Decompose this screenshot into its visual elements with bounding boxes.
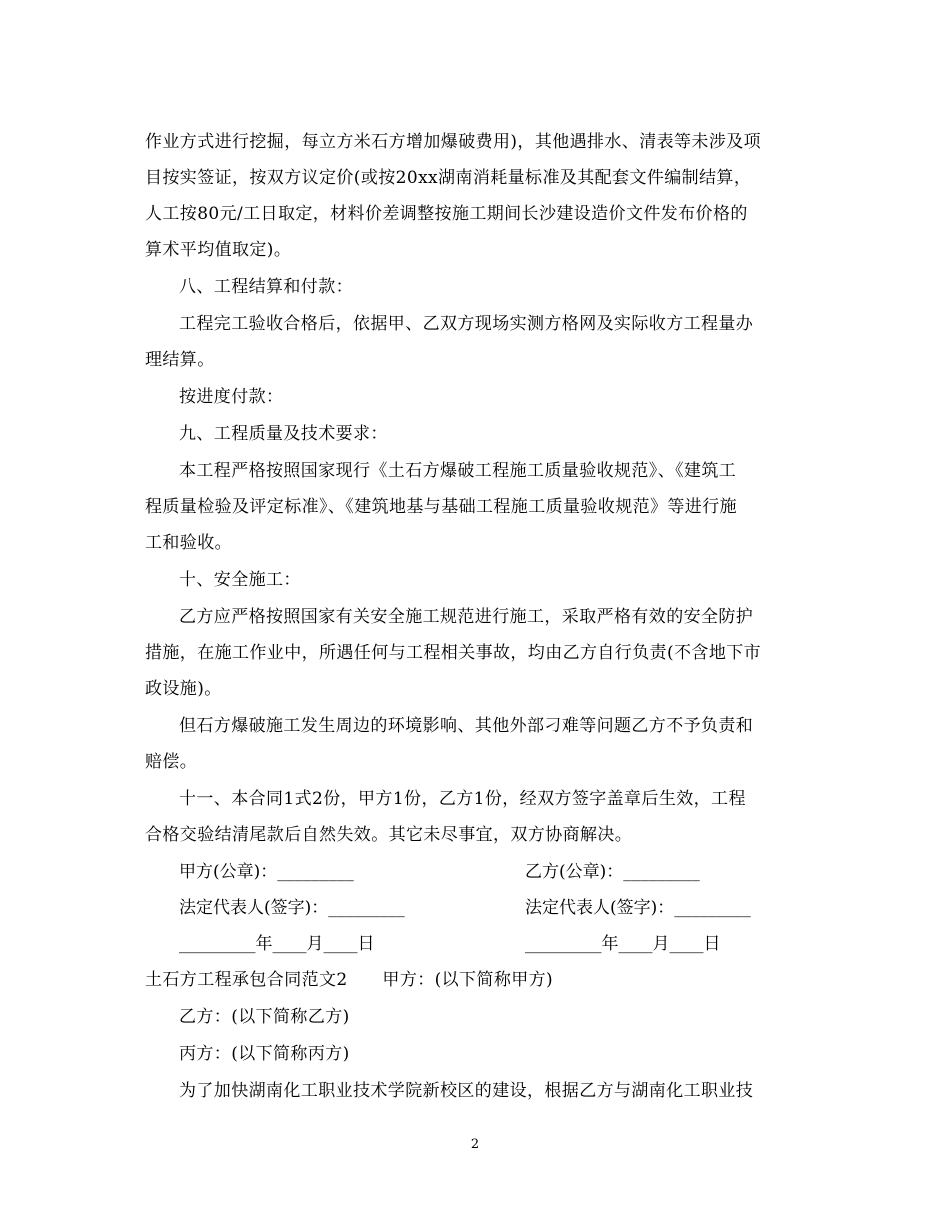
party-a-representative-field: 法定代表人(签字)：_________ xyxy=(179,898,405,918)
party-a-date-field: _________年____月____日 xyxy=(179,934,375,954)
party-b-seal-field: 乙方(公章)：_________ xyxy=(525,862,700,882)
body-line: 本工程严格按照国家现行《土石方爆破工程施工质量验收规范》、《建筑工 xyxy=(179,461,737,481)
body-line: 措施，在施工作业中，所遇任何与工程相关事故，均由乙方自行负责(不含地下市 xyxy=(145,643,762,663)
body-line: 作业方式进行挖掘，每立方米石方增加爆破费用)，其他遇排水、清表等未涉及项 xyxy=(145,132,762,152)
body-line: 算术平均值取定)。 xyxy=(145,240,292,260)
body-line: 工和验收。 xyxy=(145,533,232,553)
body-line: 程质量检验及评定标准》、《建筑地基与基础工程施工质量验收规范》等进行施 xyxy=(145,497,737,517)
section-heading: 十一、本合同1式2份，甲方1份，乙方1份，经双方签字盖章后生效，工程 xyxy=(179,789,746,809)
party-a-seal-field: 甲方(公章)：_________ xyxy=(179,862,354,882)
section-heading: 八、工程结算和付款： xyxy=(179,277,353,297)
body-line: 合格交验结清尾款后自然失效。其它未尽事宜，双方协商解决。 xyxy=(145,825,633,845)
page-number: 2 xyxy=(470,1137,480,1152)
section-heading: 十、安全施工： xyxy=(179,570,301,590)
next-contract-heading: 土石方工程承包合同范文2 甲方：(以下简称甲方) xyxy=(145,970,554,990)
body-line: 赔偿。 xyxy=(145,752,198,772)
body-line: 按进度付款： xyxy=(179,387,284,407)
party-b-representative-field: 法定代表人(签字)：_________ xyxy=(525,898,751,918)
section-heading: 九、工程质量及技术要求： xyxy=(179,424,388,444)
body-line: 理结算。 xyxy=(145,350,215,370)
body-line: 但石方爆破施工发生周边的环境影响、其他外部刁难等问题乙方不予负责和 xyxy=(179,716,754,736)
intro-line: 为了加快湖南化工职业技术学院新校区的建设，根据乙方与湖南化工职业技 xyxy=(179,1081,754,1101)
body-line: 工程完工验收合格后，依据甲、乙双方现场实测方格网及实际收方工程量办 xyxy=(179,314,754,334)
party-b-date-field: _________年____月____日 xyxy=(525,934,721,954)
body-line: 乙方应严格按照国家有关安全施工规范进行施工，采取严格有效的安全防护 xyxy=(179,607,754,627)
party-c-line: 丙方：(以下简称丙方) xyxy=(179,1044,350,1064)
body-line: 政设施)。 xyxy=(145,679,222,699)
party-b-line: 乙方：(以下简称乙方) xyxy=(179,1007,350,1027)
body-line: 人工按80元/工日取定，材料价差调整按施工期间长沙建设造价文件发布价格的 xyxy=(145,204,748,224)
body-line: 目按实签证，按双方议定价(或按20xx湖南消耗量标准及其配套文件编制结算， xyxy=(145,168,752,188)
